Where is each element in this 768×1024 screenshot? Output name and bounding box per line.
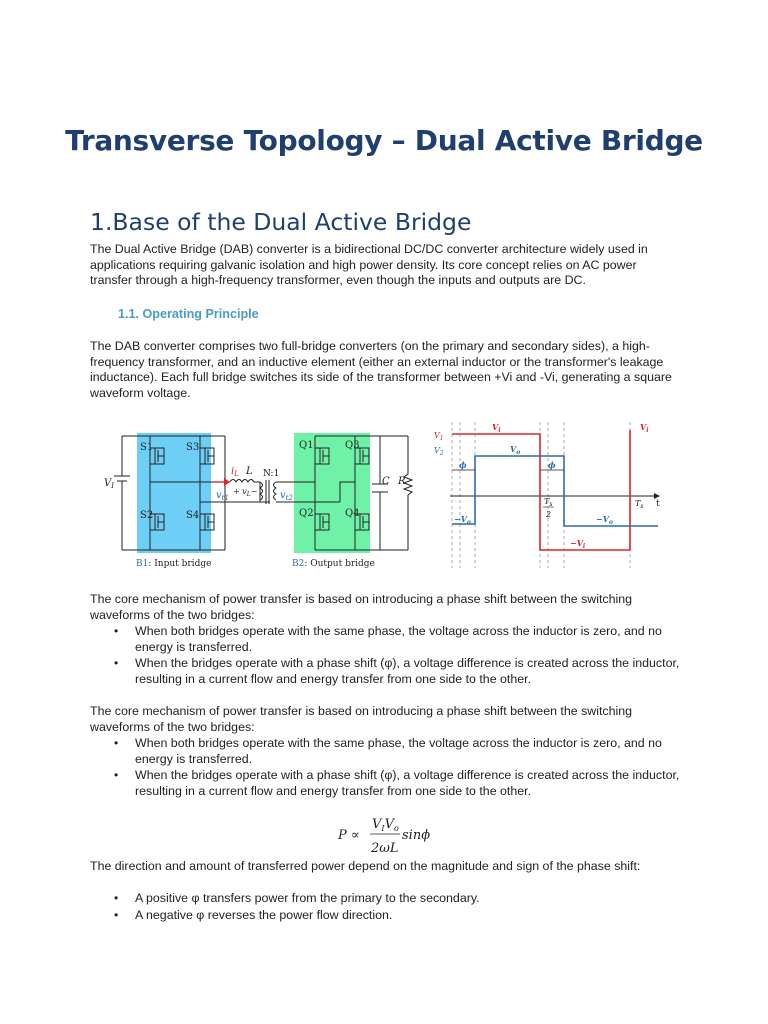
switch-q2-label: Q2 bbox=[299, 508, 314, 519]
v2-legend: $V_2$ bbox=[434, 446, 444, 457]
half-period-label: $T_s$ bbox=[544, 497, 553, 508]
phi-right-label: ϕ bbox=[548, 460, 556, 470]
switch-q3-label: Q3 bbox=[345, 440, 360, 451]
capacitor-label: C bbox=[382, 476, 390, 487]
bullet-list-2 bbox=[90, 736, 690, 800]
core-paragraph-2: The core mechanism of power transfer is based on introducing a phase shift between the switching waveforms of the two bridges: bbox=[90, 704, 633, 734]
formula-lhs: P ∝ bbox=[338, 828, 360, 843]
phase-shift-waveform bbox=[430, 418, 662, 570]
switch-s1-label: S1 bbox=[140, 442, 154, 453]
inductor-voltage-label: + $v_L-$ bbox=[233, 487, 258, 498]
subsection-heading bbox=[118, 307, 259, 321]
direction-paragraph: The direction and amount of transferred power depend on the magnitude and sign of the phase shift: bbox=[90, 859, 641, 873]
list-item: • When both bridges operate with the same phase, the voltage across the inductor is zero, and no energy is transferred. bbox=[90, 736, 690, 767]
dab-circuit-diagram bbox=[100, 426, 420, 571]
formula-rhs: sinϕ bbox=[402, 828, 431, 843]
phi-left-label: ϕ bbox=[459, 460, 467, 470]
operating-paragraph: The DAB converter comprises two full-bridge converters (on the primary and secondary sides), a high-frequency transformer, and an inductive element (either an external inductor or the transformer's leakage inductance). Each full bridge switches its side of the transformer between +Vi and -Vi, generating a square waveform voltage. bbox=[90, 339, 672, 400]
core-paragraph-1: The core mechanism of power transfer is based on introducing a phase shift between the switching waveforms of the two bridges: bbox=[90, 592, 633, 622]
power-formula bbox=[330, 812, 470, 856]
switch-s2-label: S2 bbox=[140, 510, 154, 521]
secondary-voltage-label: $v_{t2}$ bbox=[280, 490, 293, 502]
bullet-list-3 bbox=[90, 891, 690, 924]
current-arrow-head bbox=[224, 478, 230, 486]
subsection-number: 1.1. bbox=[118, 307, 140, 321]
list-item: • When the bridges operate with a phase shift (φ), a voltage difference is created across the inductor, resulting in a current flow and energy transfer from one side to the other. bbox=[90, 656, 690, 687]
neg-vo-left-label: $-V_o$ bbox=[454, 514, 471, 526]
vi-top-label: $V_i$ bbox=[492, 422, 501, 434]
switch-s4-label: S4 bbox=[186, 510, 200, 521]
period-label: $T_s$ bbox=[635, 499, 644, 510]
section-number: 1. bbox=[90, 208, 113, 236]
list-item: • A positive φ transfers power from the primary to the secondary. bbox=[90, 891, 690, 907]
inductor-label: L bbox=[246, 466, 253, 477]
output-bridge-highlight bbox=[294, 433, 370, 553]
neg-vo-right-label: $-V_o$ bbox=[596, 514, 613, 526]
resistor-label: R bbox=[398, 476, 406, 487]
switch-s3-label: S3 bbox=[186, 442, 200, 453]
list-item: • When both bridges operate with the same phase, the voltage across the inductor is zero, and no energy is transferred. bbox=[90, 624, 690, 655]
turns-ratio-label: N:1 bbox=[263, 469, 280, 479]
half-period-denominator: 2 bbox=[546, 510, 552, 519]
vi-right-label: $V_i$ bbox=[640, 422, 649, 434]
input-bridge-caption: B1: Input bridge bbox=[136, 559, 212, 569]
output-bridge-caption: B2: Output bridge bbox=[292, 559, 375, 569]
bullet-list-1 bbox=[90, 624, 690, 688]
intro-paragraph: The Dual Active Bridge (DAB) converter is a bidirectional DC/DC converter architecture widely used in applications requiring galvanic isolation and high power density. Its core concept relies on AC power transfer through a high-frequency transformer, even though the inputs and outputs are DC. bbox=[90, 242, 648, 288]
switch-q1-label: Q1 bbox=[299, 440, 314, 451]
section-title: Base of the Dual Active Bridge bbox=[112, 208, 472, 236]
input-voltage-label: $V_I$ bbox=[104, 478, 114, 490]
page-title: Transverse Topology – Dual Active Bridge bbox=[65, 124, 703, 157]
inductor-current-label: $i_L$ bbox=[231, 466, 239, 478]
section-heading bbox=[90, 208, 471, 236]
v1-legend: $V_1$ bbox=[434, 431, 444, 442]
subsection-title: Operating Principle bbox=[142, 307, 259, 321]
switch-q4-label: Q4 bbox=[345, 508, 360, 519]
primary-square-wave bbox=[452, 430, 630, 550]
formula-denominator: 2ωL bbox=[371, 841, 399, 856]
list-item: • A negative φ reverses the power flow direction. bbox=[90, 908, 690, 924]
neg-vi-label: $-V_i$ bbox=[570, 538, 586, 550]
time-label: t bbox=[656, 499, 660, 509]
primary-voltage-label: $v_{t1}$ bbox=[216, 490, 229, 502]
vo-label: $V_o$ bbox=[510, 444, 521, 456]
formula-numerator: $V_IV_o$ bbox=[372, 817, 399, 833]
list-item: • When the bridges operate with a phase shift (φ), a voltage difference is created across the inductor, resulting in a current flow and energy transfer from one side to the other. bbox=[90, 768, 690, 799]
